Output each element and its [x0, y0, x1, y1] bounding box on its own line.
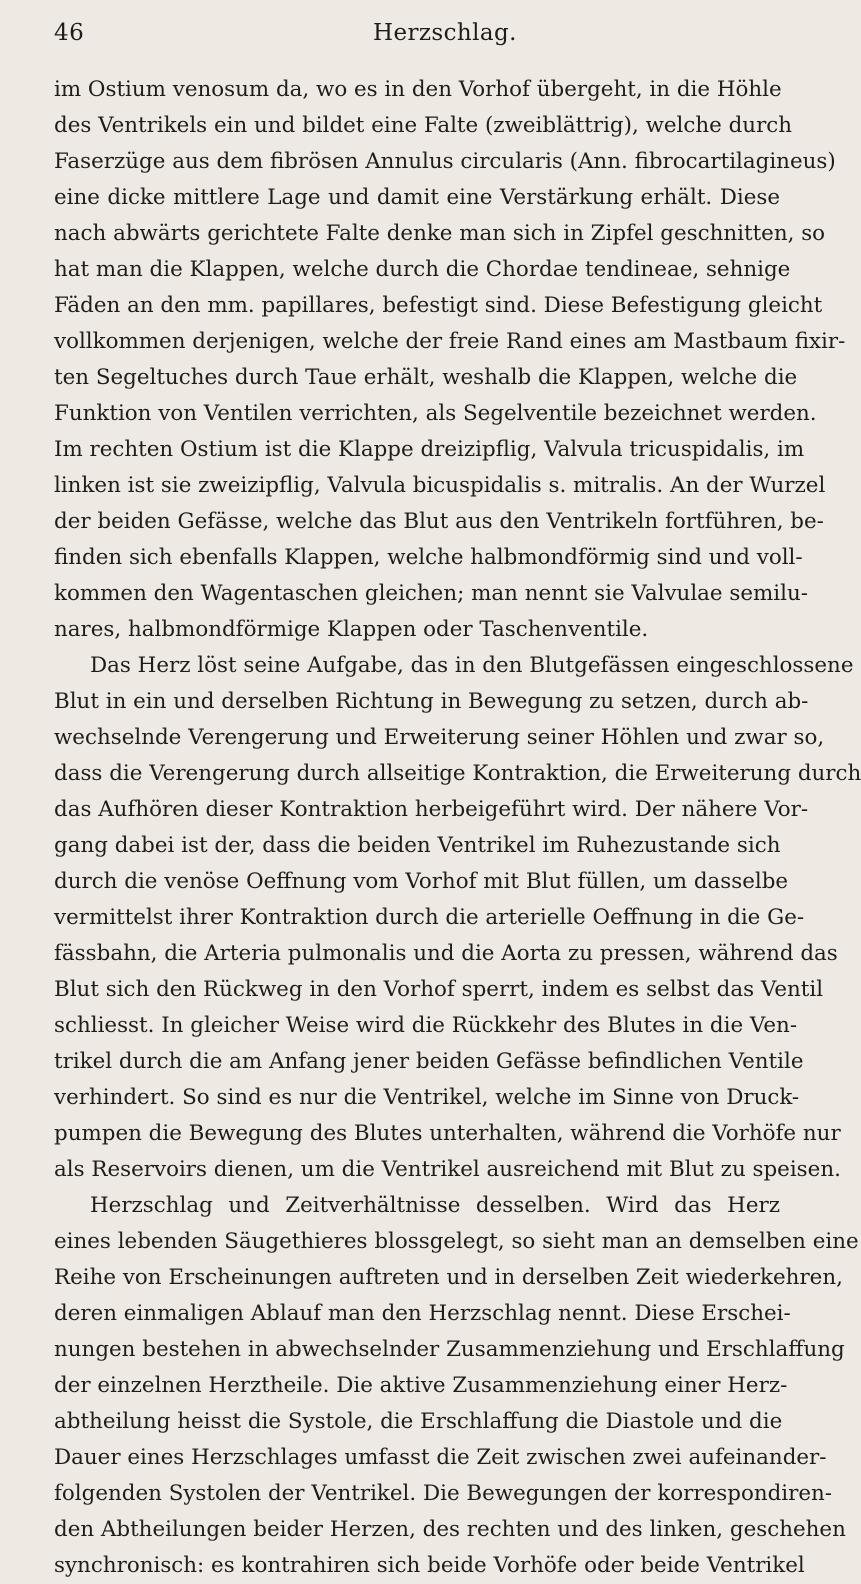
text-line: gang dabei ist der, dass die beiden Ventrikel im Ruhezustande sich	[54, 833, 781, 858]
text-line: Dauer eines Herzschlages umfasst die Zeit zwischen zwei aufeinander-	[54, 1445, 827, 1470]
text-line: deren einmaligen Ablauf man den Herzschlag nennt. Diese Erschei-	[54, 1301, 791, 1326]
text-line: dass die Verengerung durch allseitige Kontraktion, die Erweiterung durch	[54, 761, 861, 786]
text-line: nach abwärts gerichtete Falte denke man sich in Zipfel geschnitten, so	[54, 221, 826, 246]
text-line: vollkommen derjenigen, welche der freie Rand eines am Mastbaum fixir-	[54, 329, 846, 354]
text-line: nungen bestehen in abwechselnder Zusammenziehung und Erschlaffung	[54, 1337, 845, 1362]
text-line: fässbahn, die Arteria pulmonalis und die Aorta zu pressen, während das	[54, 941, 838, 966]
text-line: des Ventrikels ein und bildet eine Falte (zweiblättrig), welche durch	[54, 113, 793, 138]
page-number: 46	[54, 20, 85, 46]
text-line: finden sich ebenfalls Klappen, welche halbmondförmig sind und voll-	[54, 545, 803, 570]
text-line: Reihe von Erscheinungen auftreten und in derselben Zeit wiederkehren,	[54, 1265, 843, 1290]
text-line: synchronisch: es kontrahiren sich beide Vorhöfe oder beide Ventrikel	[54, 1553, 805, 1578]
text-line: Im rechten Ostium ist die Klappe dreizipflig, Valvula tricuspidalis, im	[54, 437, 805, 462]
text-line: pumpen die Bewegung des Blutes unterhalten, während die Vorhöfe nur	[54, 1121, 841, 1146]
running-title: Herzschlag.	[373, 20, 517, 46]
paragraph-start-line: Das Herz löst seine Aufgabe, das in den Blutgefässen eingeschlossene	[90, 653, 854, 678]
text-line: kommen den Wagentaschen gleichen; man nennt sie Valvulae semilu-	[54, 581, 808, 606]
text-line: wechselnde Verengerung und Erweiterung seiner Höhlen und zwar so,	[54, 725, 825, 750]
text-line: Blut sich den Rückweg in den Vorhof sperrt, indem es selbst das Ventil	[54, 977, 824, 1002]
text-line: linken ist sie zweizipflig, Valvula bicuspidalis s. mitralis. An der Wurzel	[54, 473, 826, 498]
text-line: verhindert. So sind es nur die Ventrikel, welche im Sinne von Druck-	[54, 1085, 800, 1110]
text-line: Blut in ein und derselben Richtung in Bewegung zu setzen, durch ab-	[54, 689, 809, 714]
text-line: abtheilung heisst die Systole, die Erschlaffung die Diastole und die	[54, 1409, 783, 1434]
text-line: ten Segeltuches durch Taue erhält, weshalb die Klappen, welche die	[54, 365, 798, 390]
text-line: folgenden Systolen der Ventrikel. Die Bewegungen der korrespondiren-	[54, 1481, 833, 1506]
text-line: eine dicke mittlere Lage und damit eine Verstärkung erhält. Diese	[54, 185, 780, 210]
text-line: schliesst. In gleicher Weise wird die Rückkehr des Blutes in die Ven-	[54, 1013, 798, 1038]
text-line: im Ostium venosum da, wo es in den Vorhof übergeht, in die Höhle	[54, 77, 782, 102]
paragraph-start-line: Herzschlag und Zeitverhältnisse desselben. Wird das Herz	[90, 1193, 780, 1218]
text-line: hat man die Klappen, welche durch die Chordae tendineae, sehnige	[54, 257, 791, 282]
text-line: trikel durch die am Anfang jener beiden Gefässe befindlichen Ventile	[54, 1049, 804, 1074]
text-line: durch die venöse Oeffnung vom Vorhof mit Blut füllen, um dasselbe	[54, 869, 789, 894]
text-line: der einzelnen Herztheile. Die aktive Zusammenziehung einer Herz-	[54, 1373, 788, 1398]
text-line: eines lebenden Säugethieres blossgelegt, so sieht man an demselben eine	[54, 1229, 859, 1254]
text-line: Funktion von Ventilen verrichten, als Segelventile bezeichnet werden.	[54, 401, 817, 426]
text-line: nares, halbmondförmige Klappen oder Taschenventile.	[54, 617, 649, 642]
text-line: das Aufhören dieser Kontraktion herbeigeführt wird. Der nähere Vor-	[54, 797, 809, 822]
text-line: Fäden an den mm. papillares, befestigt sind. Diese Befestigung gleicht	[54, 293, 823, 318]
text-line: als Reservoirs dienen, um die Ventrikel ausreichend mit Blut zu speisen.	[54, 1157, 841, 1182]
text-line: der beiden Gefässe, welche das Blut aus den Ventrikeln fortführen, be-	[54, 509, 824, 534]
running-head	[54, 14, 780, 64]
text-line: Faserzüge aus dem fibrösen Annulus circularis (Ann. fibrocartilagineus)	[54, 149, 836, 174]
body-text	[54, 72, 861, 1584]
text-line: vermittelst ihrer Kontraktion durch die arterielle Oeffnung in die Ge-	[54, 905, 805, 930]
text-line: den Abtheilungen beider Herzen, des rechten und des linken, geschehen	[54, 1517, 846, 1542]
